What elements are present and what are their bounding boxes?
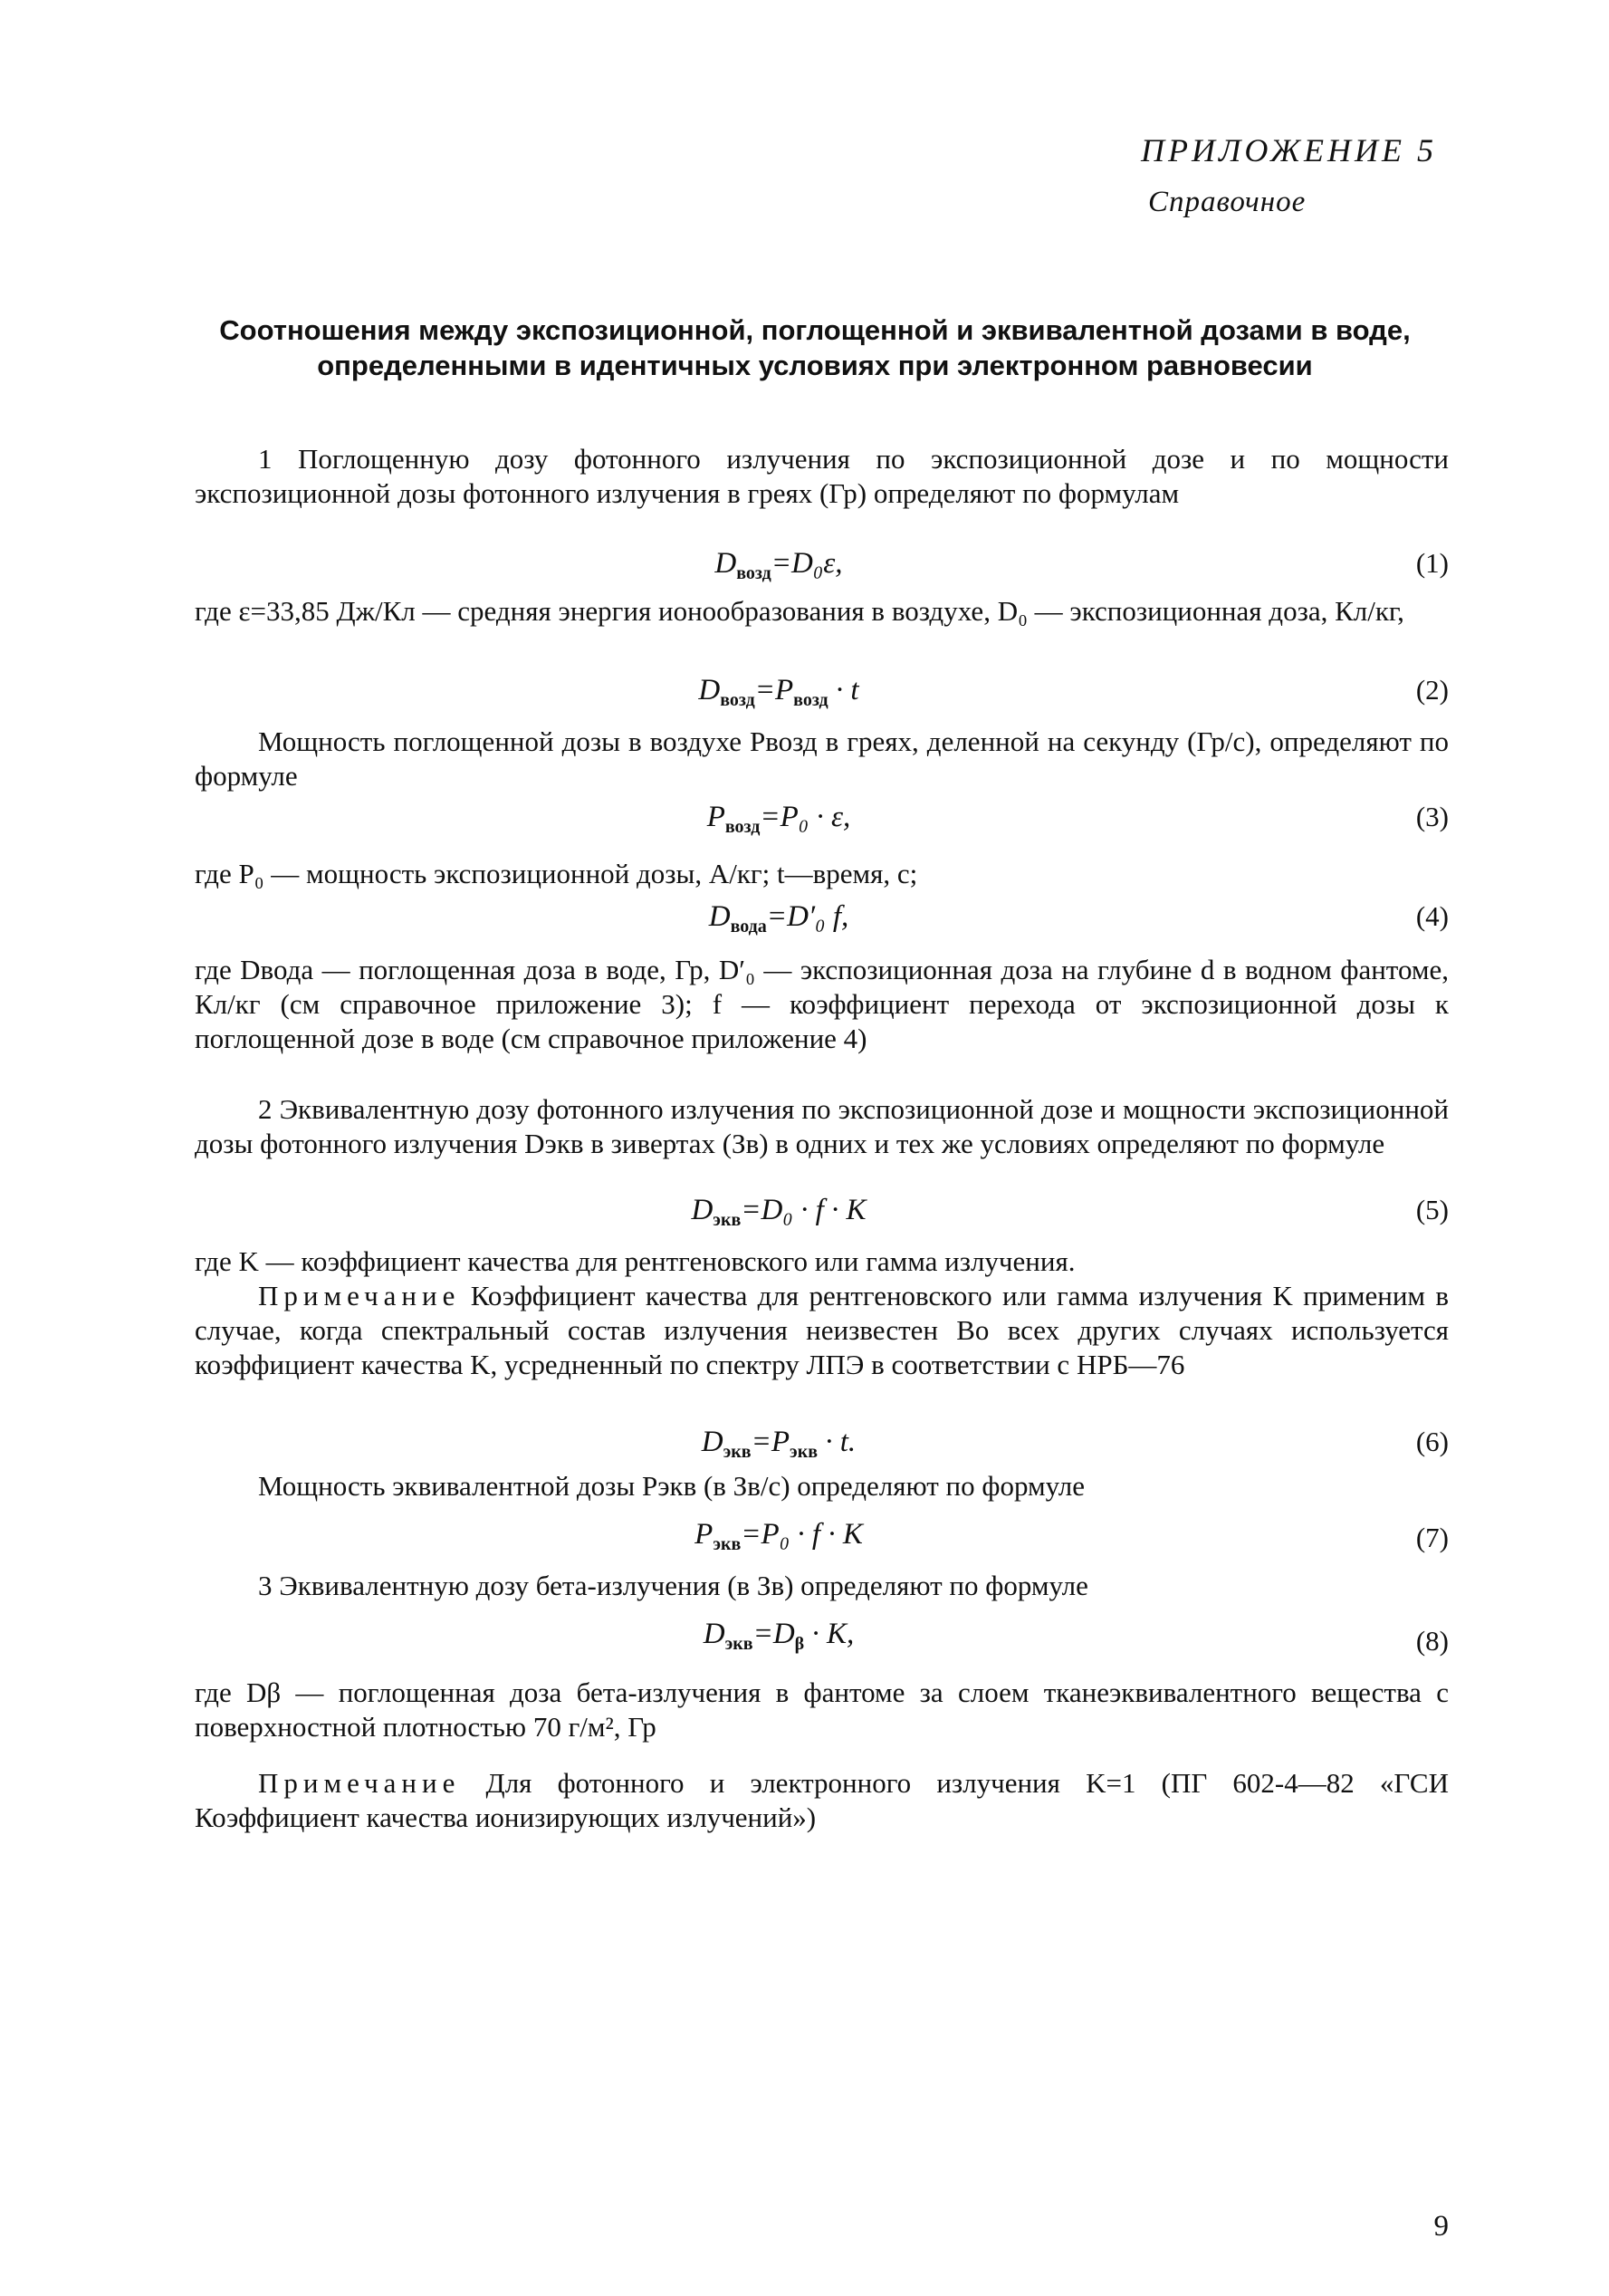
paragraph-10: где Dβ — поглощенная доза бета-излучения в фантоме за слоем тканеэквивалентного вещества с поверхностной плотностью 70 г/м², Гр <box>195 1676 1449 1743</box>
formula-4: $D_{вода}=D'_0$ f, <box>708 900 849 937</box>
formula-7: $P_{экв}=P_0 \cdot f \cdot K$ <box>694 1518 863 1554</box>
appendix-title: ПРИЛОЖЕНИЕ 5 <box>1141 132 1437 168</box>
formula-1: $D_{возд}=D_0\varepsilon$, <box>714 547 843 583</box>
formula-6: $D_{экв}=P_{экв} \cdot t$. <box>701 1426 857 1462</box>
page-number: 9 <box>1433 2210 1449 2243</box>
note-1-label: Примечание <box>258 1280 461 1311</box>
paragraph-7: где K — коэффициент качества для рентгеновского или гамма излучения. <box>195 1245 1076 1277</box>
formula-3-number: (3) <box>1415 801 1449 832</box>
formula-6-number: (6) <box>1415 1426 1449 1457</box>
paragraph-4: где P₀ — мощность экспозиционной дозы, А/кг; t—время, с; <box>195 858 918 889</box>
paragraph-1: 1 Поглощенную дозу фотонного излучения по экспозиционной дозе и по мощности экспозиционной дозы фотонного излучения в греях (Гр) определяют по формулам <box>195 443 1449 509</box>
paragraph-5: где Dвода — поглощенная доза в воде, Гр, D′₀ — экспозиционная доза на глубине d в водном фантоме, Кл/кг (см справочное приложение 3); f — коэффициент перехода от экспозиционной дозы к поглощенной дозе в воде (см справочное приложение 4) <box>195 954 1449 1054</box>
formula-2-number: (2) <box>1415 674 1449 706</box>
section-heading: Соотношения между экспозиционной, поглощенной и эквивалентной дозами в воде, определенными в идентичных условиях при электронном равновесии <box>219 314 1411 381</box>
note-1-text: Коэффициент качества для рентгеновского или гамма излучения K применим в случае, когда спектральный состав излучения неизвестен Во всех других случаях используется коэффициент качества K, усредненный по спектру ЛПЭ в соответствии с НРБ—76 <box>195 1280 1449 1380</box>
formula-3: $P_{возд}=P_0 \cdot \varepsilon$, <box>706 801 851 837</box>
formula-4-number: (4) <box>1415 900 1449 932</box>
paragraph-8: Мощность эквивалентной дозы Pэкв (в Зв/с) определяют по формуле <box>258 1470 1085 1502</box>
formula-7-number: (7) <box>1415 1522 1449 1553</box>
formula-8-number: (8) <box>1415 1625 1449 1657</box>
formula-5-number: (5) <box>1415 1194 1449 1225</box>
appendix-subtitle: Справочное <box>1148 186 1307 218</box>
note-1 <box>195 1279 1449 1382</box>
note-2-label: Примечание <box>258 1767 461 1799</box>
formula-1-number: (1) <box>1415 547 1449 579</box>
paragraph-3: Мощность поглощенной дозы в воздухе Pвозд в греях, деленной на секунду (Гр/с), определяют по формуле <box>195 725 1449 792</box>
formula-5: $D_{экв}=D_0 \cdot f \cdot K$ <box>691 1194 867 1230</box>
formula-8: $D_{экв}=D_\beta \cdot K$, <box>703 1618 855 1654</box>
paragraph-2: где ε=33,85 Дж/Кл — средняя энергия ионообразования в воздухе, D₀ — экспозиционная доза, Кл/кг, <box>195 595 1404 627</box>
formula-2: $D_{возд}=P_{возд} \cdot t$ <box>698 674 859 710</box>
note-2 <box>195 1766 1449 1835</box>
paragraph-9: 3 Эквивалентную дозу бета-излучения (в Зв) определяют по формуле <box>258 1570 1088 1601</box>
note-2-text: Для фотонного и электронного излучения K=1 (ПГ 602-4—82 «ГСИ Коэффициент качества ионизирующих излучений») <box>195 1767 1449 1833</box>
paragraph-6: 2 Эквивалентную дозу фотонного излучения по экспозиционной дозе и мощности экспозиционной дозы фотонного излучения Dэкв в зивертах (Зв) в одних и тех же условиях определяют по формуле <box>195 1093 1449 1159</box>
